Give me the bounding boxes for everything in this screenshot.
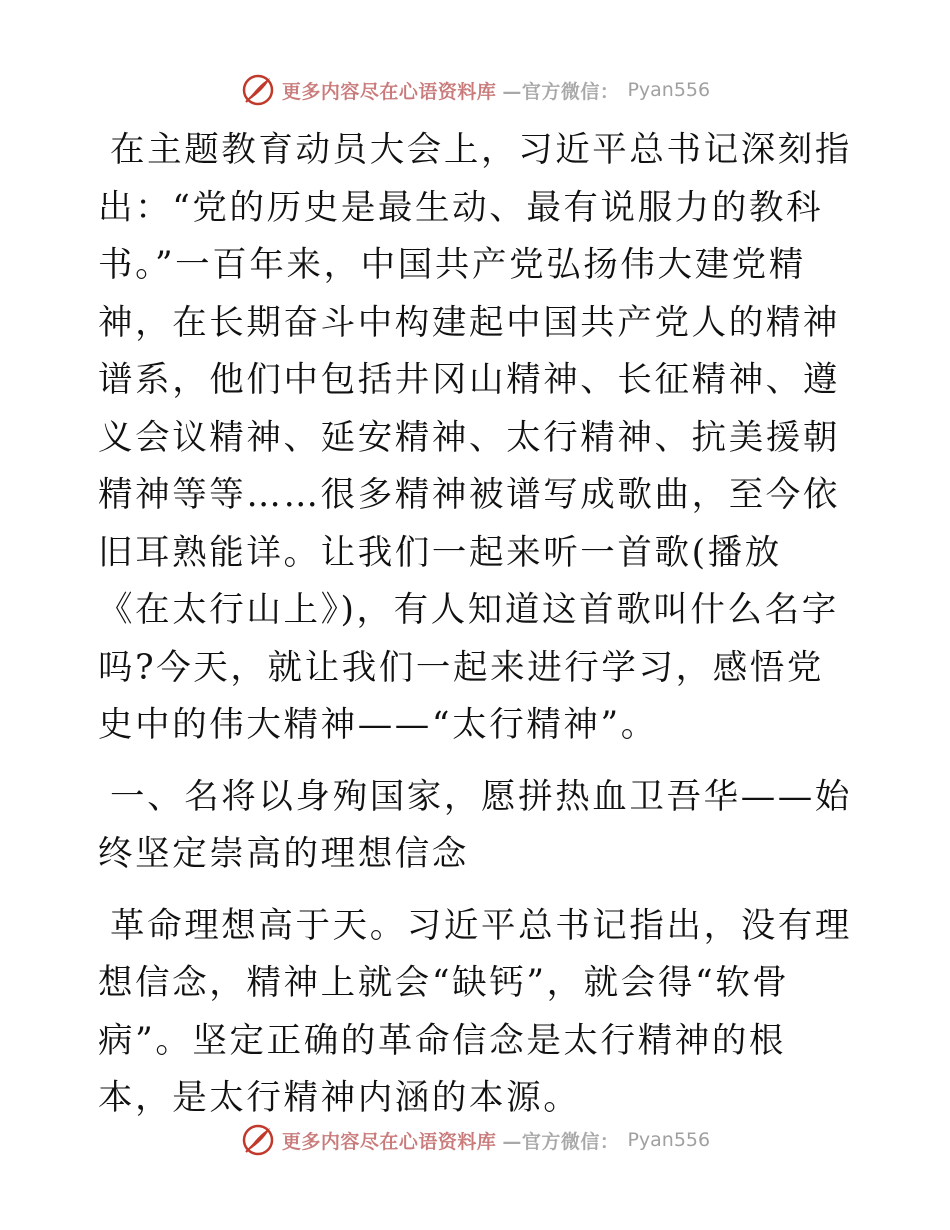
wechat-prefix-text: —官方微信：: [502, 80, 620, 103]
quill-logo-icon: [240, 1122, 276, 1158]
site-name-text: 更多内容尽在心语资料库: [281, 80, 497, 103]
body-paragraph: 革命理想高于天。习近平总书记指出，没有理想信念，精神上就会“缺钙”，就会得“软骨病”。坚定正确的革命信念是太行精神的根本，是太行精神内涵的本源。: [98, 905, 852, 1118]
document-body: [98, 122, 853, 1128]
wechat-prefix-text: —官方微信：: [502, 1130, 620, 1153]
intro-paragraph: 在主题教育动员大会上，习近平总书记深刻指出：“党的历史是最生动、最有说服力的教科书。”一百年来，中国共产党弘扬伟大建党精神，在长期奋斗中构建起中国共产党人的精神谱系，他们中包括井冈山精神、长征精神、遵义会议精神、延安精神、太行精神、抗美援朝精神等等……很多精神被谱写成歌曲，至今依旧耳熟能详。让我们一起来听一首歌(播放《在太行山上》)，有人知道这首歌叫什么名字吗?今天，就让我们一起来进行学习，感悟党史中的伟大精神——“太行精神”。: [98, 130, 852, 745]
section-heading: 一、名将以身殉国家，愿拼热血卫吾华——始终坚定崇高的理想信念: [98, 776, 852, 874]
wechat-id-text: Pyan556: [627, 79, 711, 101]
site-name-text: 更多内容尽在心语资料库: [281, 1130, 497, 1153]
quill-logo-icon: [240, 72, 276, 108]
header-watermark: [0, 70, 950, 110]
footer-watermark: [0, 1120, 950, 1160]
wechat-id-text: Pyan556: [627, 1129, 711, 1151]
